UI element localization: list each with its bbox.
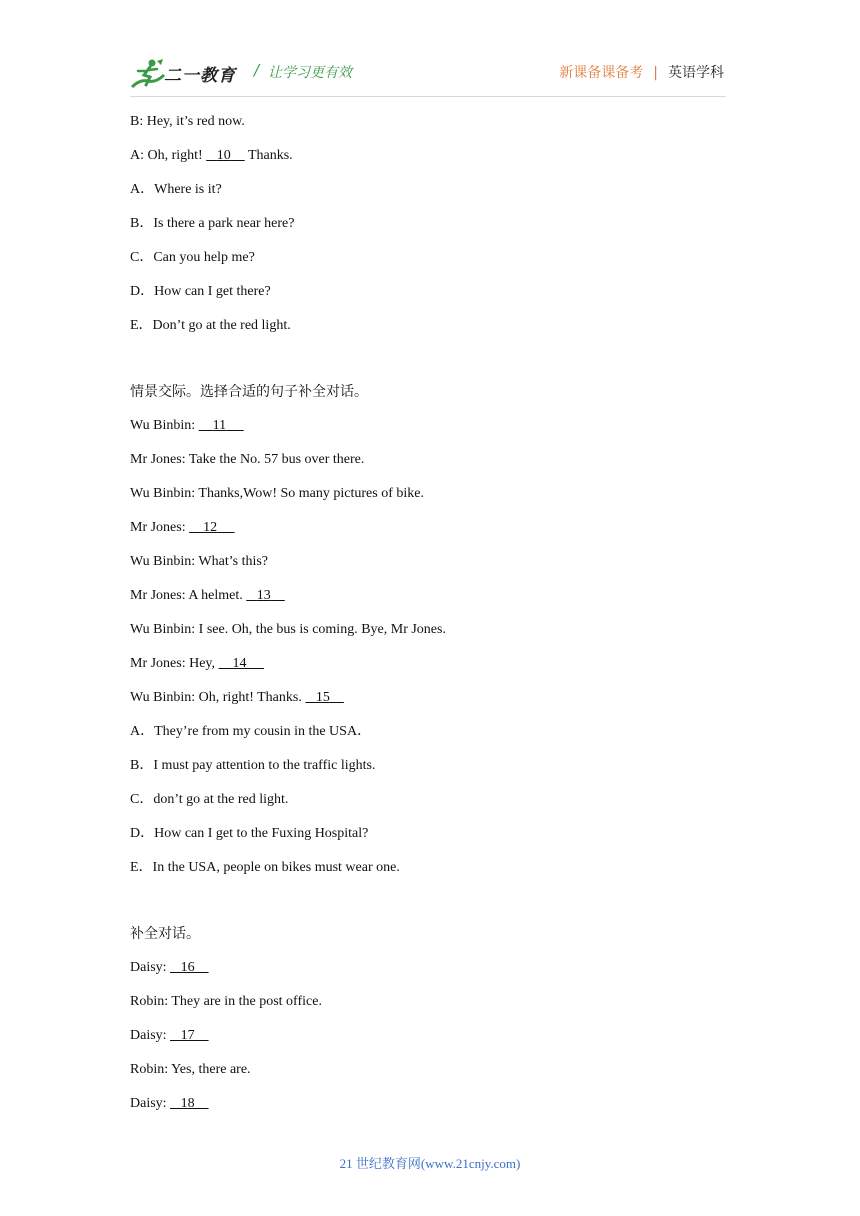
dialogue-line (130, 1095, 209, 1113)
answer-blank-12: 12 (203, 520, 218, 535)
dialogue-text: Thanks. (247, 148, 293, 163)
dialogue-text: Mr Jones: A helmet. (130, 588, 243, 603)
dialogue-text: Wu Binbin: Oh, right! Thanks. (130, 690, 302, 705)
dialogue-text: Mr Jones: Hey, (130, 656, 216, 671)
page-header (130, 55, 730, 95)
dialogue-line (130, 519, 235, 537)
answer-blank-16: 16 (180, 960, 195, 975)
header-tagline: 新课备课备考 (559, 65, 644, 81)
header-rule (130, 96, 726, 97)
dialogue-line (130, 147, 293, 165)
option-a: A．They’re from my cousin in the USA． (130, 724, 372, 739)
dialogue-text: Daisy: (130, 960, 167, 975)
dialogue-line (130, 689, 344, 707)
option-a: A．Where is it? (130, 182, 222, 197)
answer-blank-11: 11 (212, 418, 227, 433)
option-e: E．Don’t go at the red light. (130, 318, 291, 333)
dialogue-line (130, 417, 244, 435)
slogan: 让学习更有效 (268, 65, 352, 81)
option-e: E．In the USA, people on bikes must wear one. (130, 860, 400, 875)
dialogue-text: Daisy: (130, 1028, 167, 1043)
dialogue-line (130, 587, 285, 605)
dialogue-line: Wu Binbin: Thanks,Wow! So many pictures of bike. (130, 486, 424, 501)
dialogue-text: A: Oh, right! (130, 148, 203, 163)
header-subject (559, 62, 724, 82)
answer-blank-10: 10 (216, 148, 231, 163)
header-subject-label: 英语学科 (668, 65, 724, 81)
dialogue-text: Mr Jones: (130, 520, 186, 535)
logo (130, 57, 242, 91)
dialogue-line: Wu Binbin: What’s this? (130, 554, 269, 569)
option-d: D．How can I get to the Fuxing Hospital? (130, 826, 369, 841)
answer-blank-13: 13 (256, 588, 271, 603)
option-d: D．How can I get there? (130, 284, 271, 299)
header-divider: | (653, 65, 658, 81)
dialogue-line: B: Hey, it’s red now. (130, 114, 245, 129)
option-b: B．Is there a park near here? (130, 216, 295, 231)
runner-icon (130, 57, 166, 91)
answer-blank-14: 14 (232, 656, 247, 671)
dialogue-line: Robin: Yes, there are. (130, 1062, 251, 1077)
dialogue-text: Wu Binbin: (130, 418, 196, 433)
answer-blank-17: 17 (180, 1028, 195, 1043)
answer-blank-18: 18 (180, 1096, 195, 1111)
section-heading: 情景交际。选择合适的句子补全对话。 (130, 384, 368, 400)
answer-blank-15: 15 (315, 690, 330, 705)
dialogue-line (130, 1027, 209, 1045)
dialogue-line (130, 959, 209, 977)
dialogue-text: Daisy: (130, 1096, 167, 1111)
logo-text: 二一教育 (164, 66, 236, 86)
section-heading: 补全对话。 (130, 926, 200, 942)
option-c: C．Can you help me? (130, 250, 255, 265)
slogan-separator: / (254, 61, 260, 79)
option-b: B．I must pay attention to the traffic lights. (130, 758, 376, 773)
page-footer[interactable]: 21 世纪教育网(www.21cnjy.com) (339, 1156, 521, 1171)
dialogue-line: Wu Binbin: I see. Oh, the bus is coming. Bye, Mr Jones. (130, 622, 446, 637)
dialogue-line: Robin: They are in the post office. (130, 994, 322, 1009)
dialogue-line (130, 655, 264, 673)
option-c: C．don’t go at the red light. (130, 792, 289, 807)
dialogue-line: Mr Jones: Take the No. 57 bus over there. (130, 452, 365, 467)
